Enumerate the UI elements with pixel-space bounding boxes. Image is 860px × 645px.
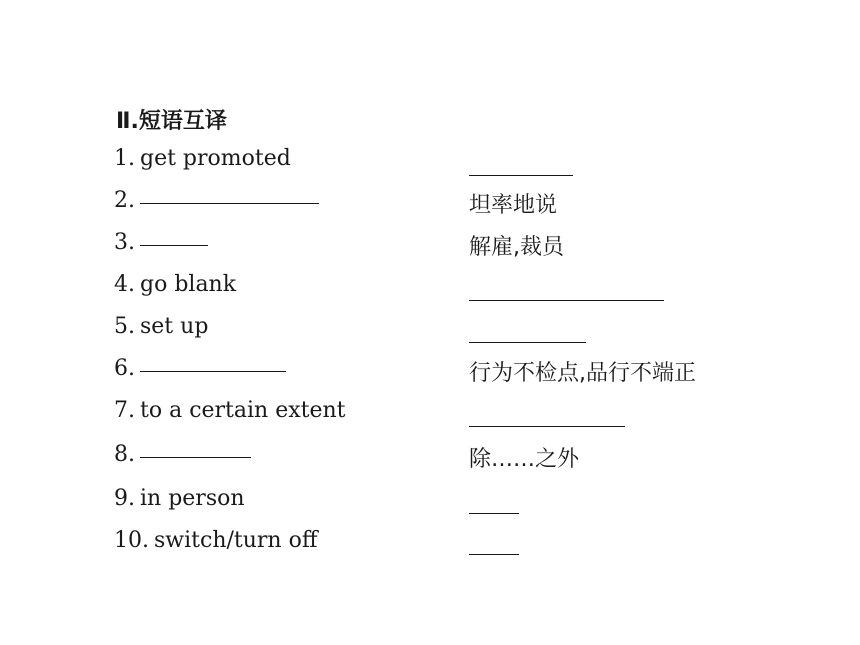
item-number: 6. xyxy=(114,356,135,381)
answer-blank[interactable] xyxy=(140,244,208,246)
item-5-english xyxy=(114,314,208,339)
english-phrase: switch/turn off xyxy=(154,528,318,553)
item-7-answer-blank[interactable] xyxy=(469,426,625,427)
item-number: 5. xyxy=(114,314,135,339)
chinese-phrase: 坦率地说 xyxy=(469,193,558,218)
chinese-phrase: 行为不检点,品行不端正 xyxy=(469,361,696,386)
item-1-english xyxy=(114,146,291,171)
english-phrase: go blank xyxy=(140,272,237,297)
english-phrase: get promoted xyxy=(140,146,291,171)
answer-blank[interactable] xyxy=(140,456,251,458)
item-3-english xyxy=(114,230,208,255)
english-phrase: set up xyxy=(140,314,209,339)
item-number: 1. xyxy=(114,146,135,171)
item-4-answer-blank[interactable] xyxy=(469,300,664,301)
item-number: 2. xyxy=(114,188,135,213)
answer-blank[interactable] xyxy=(140,202,319,204)
item-10-answer-blank[interactable] xyxy=(469,554,519,555)
item-6-english xyxy=(114,356,286,381)
item-4-english xyxy=(114,272,236,297)
item-2-english xyxy=(114,188,319,213)
section-title: Ⅱ.短语互译 xyxy=(116,109,227,134)
item-number: 10. xyxy=(114,528,149,553)
english-phrase: in person xyxy=(140,486,245,511)
english-phrase: to a certain extent xyxy=(140,398,346,423)
chinese-phrase: 解雇,裁员 xyxy=(469,235,564,260)
item-5-answer-blank[interactable] xyxy=(469,342,586,343)
item-9-english xyxy=(114,486,245,511)
item-number: 7. xyxy=(114,398,135,423)
item-1-answer-blank[interactable] xyxy=(469,175,573,176)
chinese-phrase: 除……之外 xyxy=(469,447,580,472)
item-9-answer-blank[interactable] xyxy=(469,513,519,514)
item-number: 3. xyxy=(114,230,135,255)
item-number: 8. xyxy=(114,442,135,467)
item-number: 9. xyxy=(114,486,135,511)
answer-blank[interactable] xyxy=(140,370,286,372)
item-10-english xyxy=(114,528,317,553)
item-7-english xyxy=(114,398,346,423)
item-number: 4. xyxy=(114,272,135,297)
item-8-english xyxy=(114,442,251,467)
